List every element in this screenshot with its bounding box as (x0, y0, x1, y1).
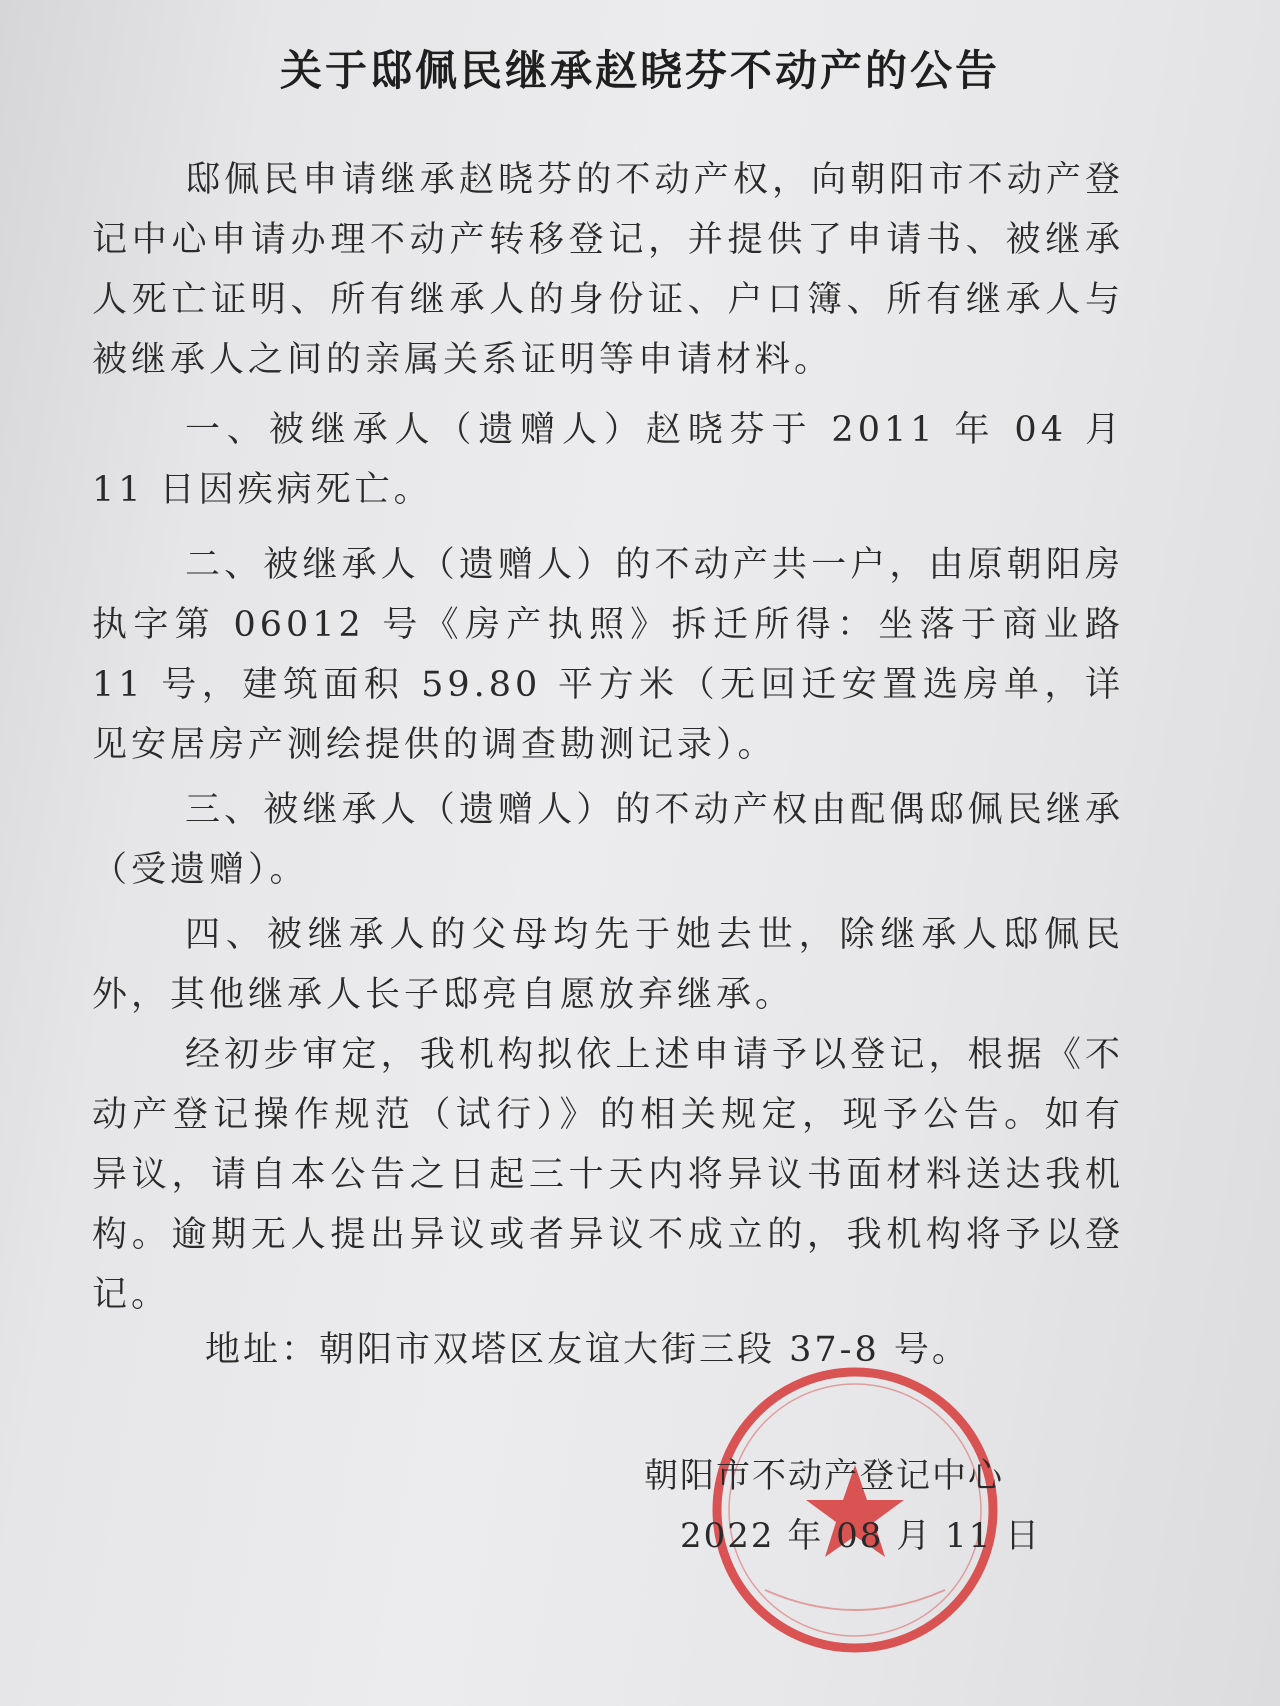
paragraph-review: 经初步审定，我机构拟依上述申请予以登记，根据《不动产登记操作规范（试行）》的相关规定，现予公告。如有异议，请自本公告之日起三十天内将异议书面材料送达我机构。逾期无人提出异议或者异议不成立的，我机构将予以登记。 (92, 1035, 1124, 1315)
address-line: 地址：朝阳市双塔区友谊大街三段 37-8 号。 (205, 1330, 970, 1370)
paragraph-intro: 邸佩民申请继承赵晓芬的不动产权，向朝阳市不动产登记中心申请办理不动产转移登记，并提供了申请书、被继承人死亡证明、所有继承人的身份证、户口簿、所有继承人与被继承人之间的亲属关系证明等申请材料。 (92, 160, 1124, 380)
issue-date: 2022 年 08 月 11 日 (680, 1516, 1042, 1556)
issuer-name: 朝阳市不动产登记中心 (644, 1456, 1004, 1496)
paragraph-item-2: 二、被继承人（遗赠人）的不动产共一户，由原朝阳房执字第 06012 号《房产执照》拆迁所得：坐落于商业路 11 号，建筑面积 59.80 平方米（无回迁安置选房单，详见安居房产测绘提供的调查勘测记录）。 (92, 545, 1124, 765)
notice-title: 关于邸佩民继承赵晓芬不动产的公告 (279, 46, 1000, 95)
paragraph-item-4: 四、被继承人的父母均先于她去世，除继承人邸佩民外，其他继承人长子邸亮自愿放弃继承。 (92, 915, 1124, 1015)
paragraph-item-3: 三、被继承人（遗赠人）的不动产权由配偶邸佩民继承（受遗赠）。 (92, 790, 1124, 890)
paragraph-item-1: 一、被继承人（遗赠人）赵晓芬于 2011 年 04 月 11 日因疾病死亡。 (92, 410, 1124, 510)
